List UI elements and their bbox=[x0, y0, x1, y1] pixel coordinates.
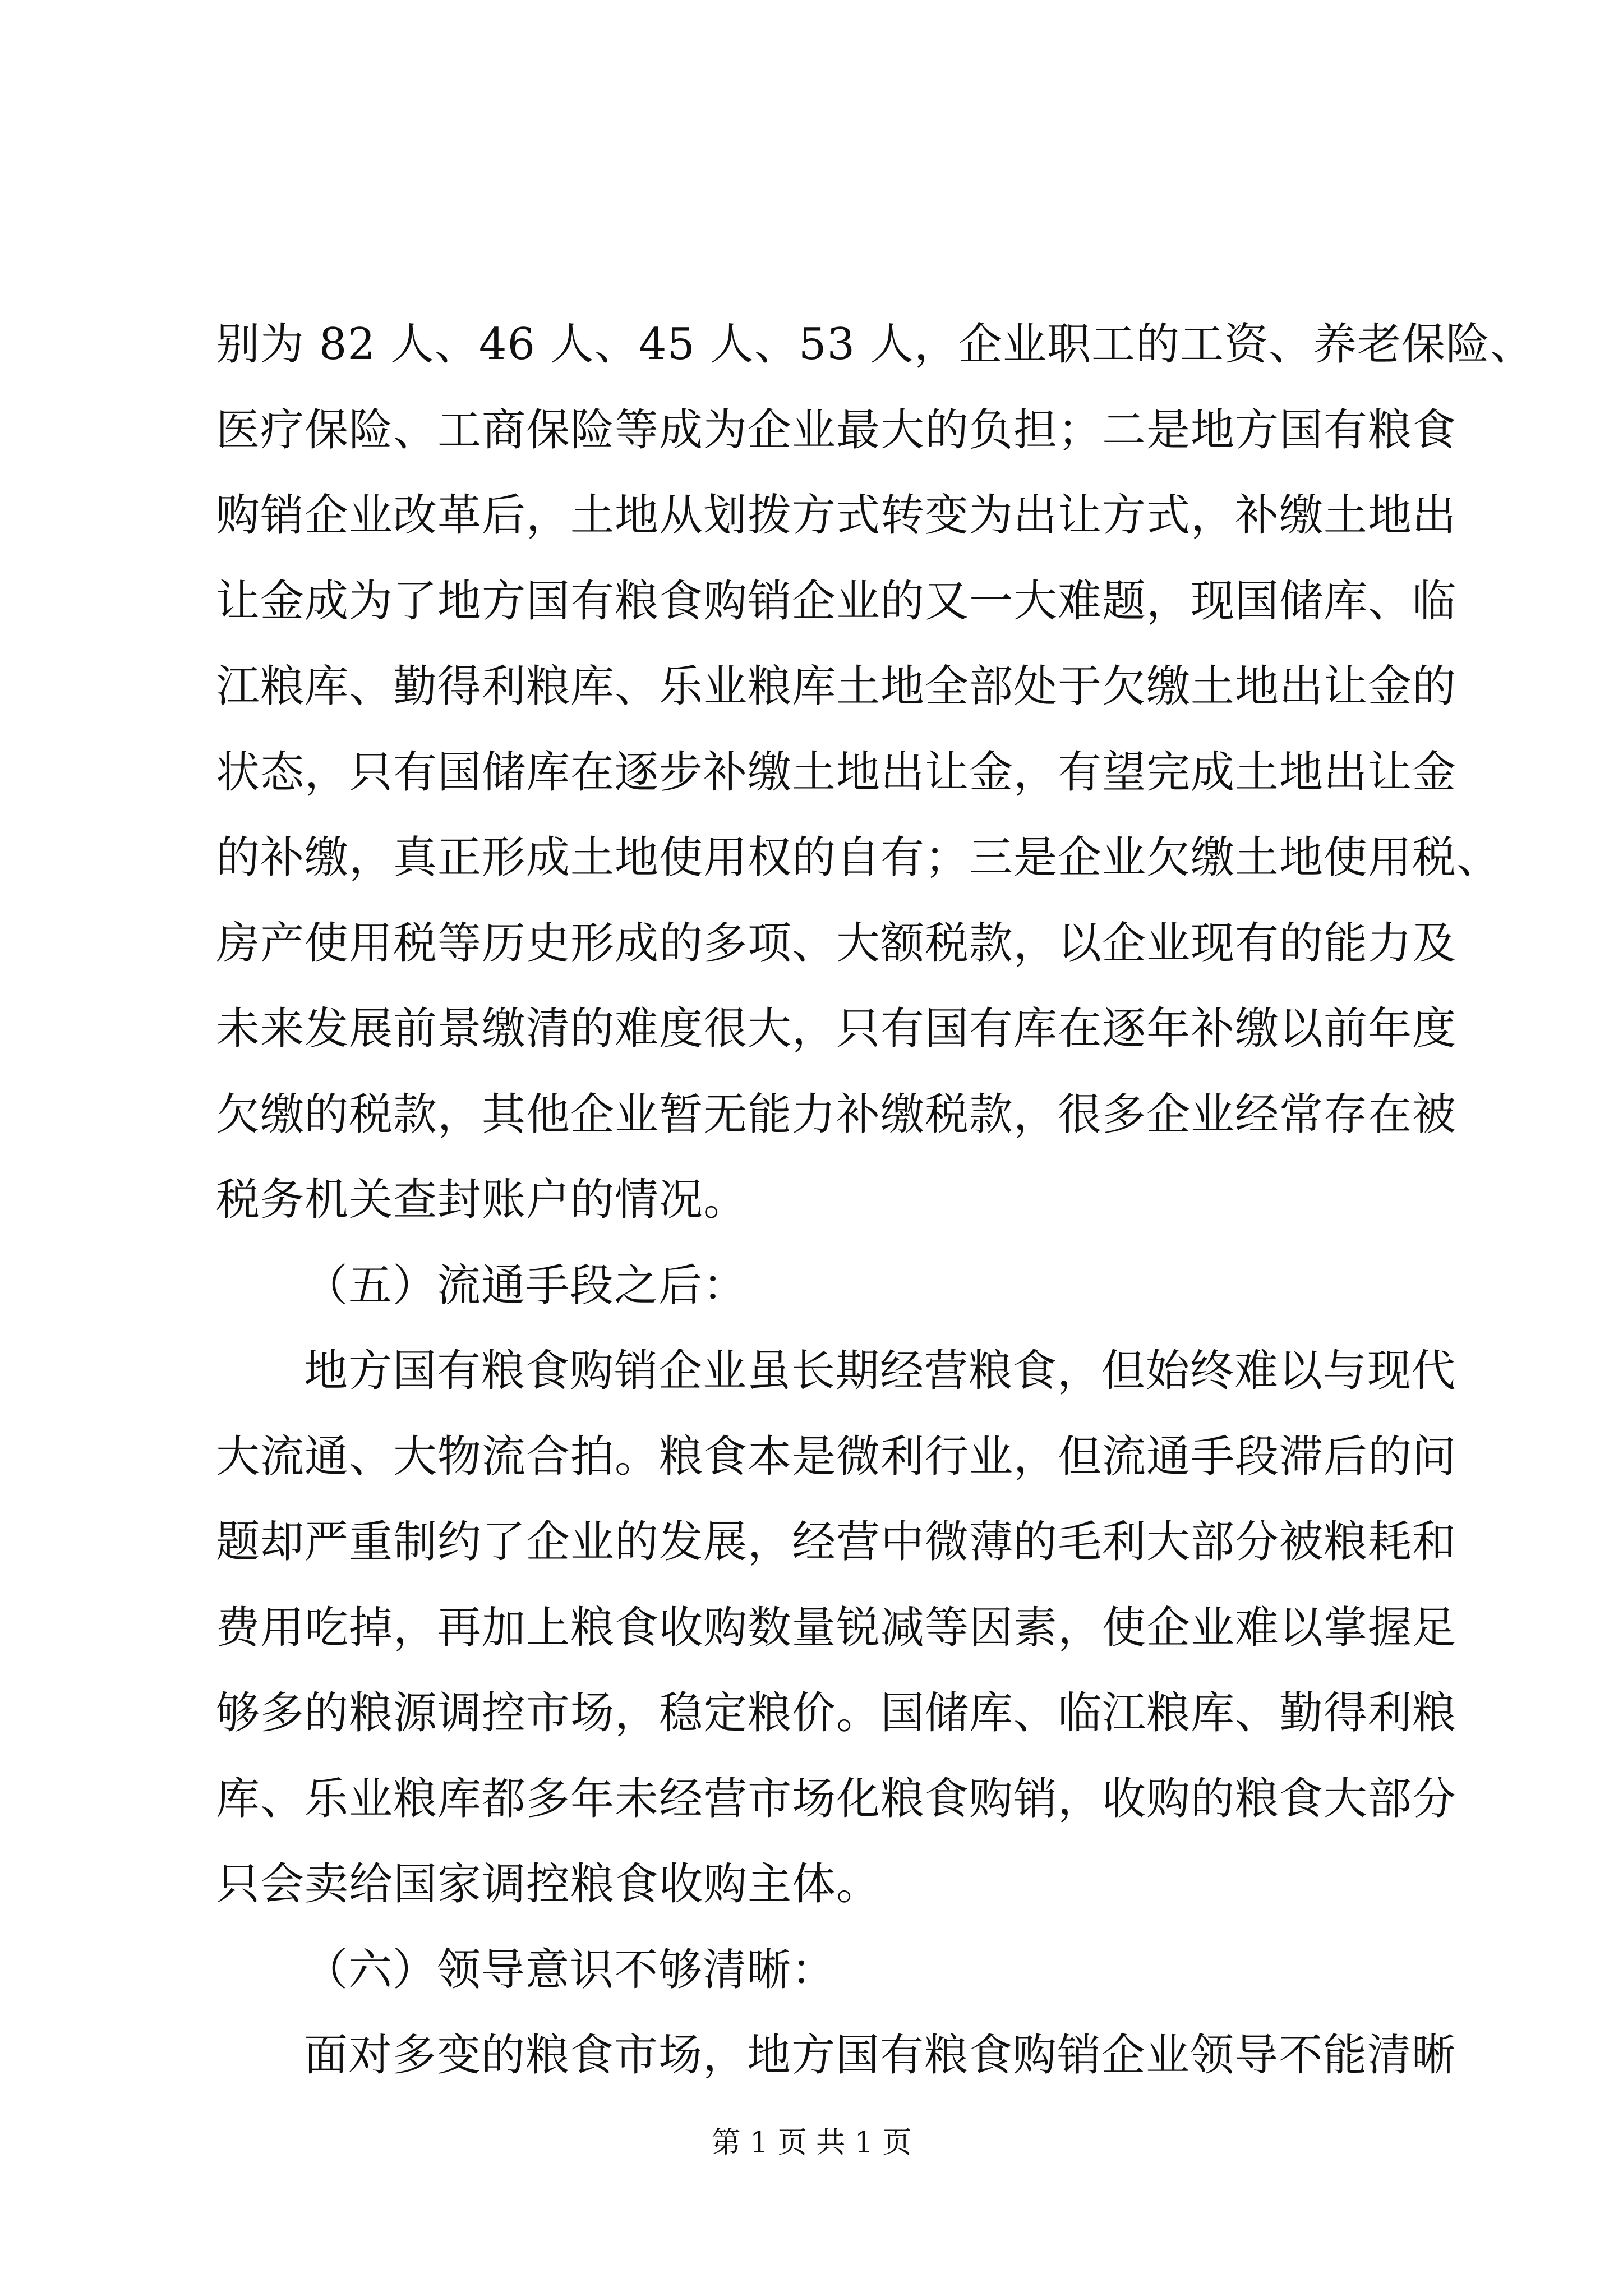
body-text-line: 江粮库、勤得利粮库、乐业粮库土地全部处于欠缴土地出让金的 bbox=[216, 661, 1457, 712]
paragraph-first-line: 面对多变的粮食市场，地方国有粮食购销企业领导不能清晰 bbox=[304, 2030, 1456, 2081]
body-text-line: 购销企业改革后，土地从划拨方式转变为出让方式，补缴土地出 bbox=[216, 490, 1457, 541]
document-body bbox=[216, 302, 1534, 2099]
body-text-line: 别为 82 人、46 人、45 人、53 人，企业职工的工资、养老保险、 bbox=[216, 319, 1534, 370]
page-footer: 第 1 页 共 1 页 bbox=[711, 2126, 912, 2160]
body-text-line: 让金成为了地方国有粮食购销企业的又一大难题，现国储库、临 bbox=[216, 576, 1457, 627]
body-text-line: 够多的粮源调控市场，稳定粮价。国储库、临江粮库、勤得利粮 bbox=[216, 1688, 1457, 1738]
body-text-line: 欠缴的税款，其他企业暂无能力补缴税款，很多企业经常存在被 bbox=[216, 1089, 1457, 1140]
body-text-line: 费用吃掉，再加上粮食收购数量锐减等因素，使企业难以掌握足 bbox=[216, 1602, 1457, 1653]
body-text-line: 的补缴，真正形成土地使用权的自有；三是企业欠缴土地使用税、 bbox=[216, 832, 1501, 883]
body-text-line: 大流通、大物流合拍。粮食本是微利行业，但流通手段滞后的问 bbox=[216, 1431, 1457, 1482]
section-heading: （五）流通手段之后： bbox=[304, 1260, 748, 1311]
body-text-line: 房产使用税等历史形成的多项、大额税款，以企业现有的能力及 bbox=[216, 918, 1457, 969]
paragraph-first-line: 地方国有粮食购销企业虽长期经营粮食，但始终难以与现代 bbox=[304, 1346, 1456, 1396]
paragraph-last-line: 税务机关查封账户的情况。 bbox=[216, 1175, 748, 1225]
section-heading: （六）领导意识不够清晰： bbox=[304, 1944, 836, 1995]
body-text-line: 库、乐业粮库都多年未经营市场化粮食购销，收购的粮食大部分 bbox=[216, 1773, 1457, 1824]
paragraph-last-line: 只会卖给国家调控粮食收购主体。 bbox=[216, 1859, 881, 1910]
body-text-line: 题却严重制约了企业的发展，经营中微薄的毛利大部分被粮耗和 bbox=[216, 1517, 1457, 1567]
body-text-line: 状态，只有国储库在逐步补缴土地出让金，有望完成土地出让金 bbox=[216, 747, 1457, 798]
body-text-line: 未来发展前景缴清的难度很大，只有国有库在逐年补缴以前年度 bbox=[216, 1004, 1457, 1054]
body-text-line: 医疗保险、工商保险等成为企业最大的负担；二是地方国有粮食 bbox=[216, 404, 1457, 455]
